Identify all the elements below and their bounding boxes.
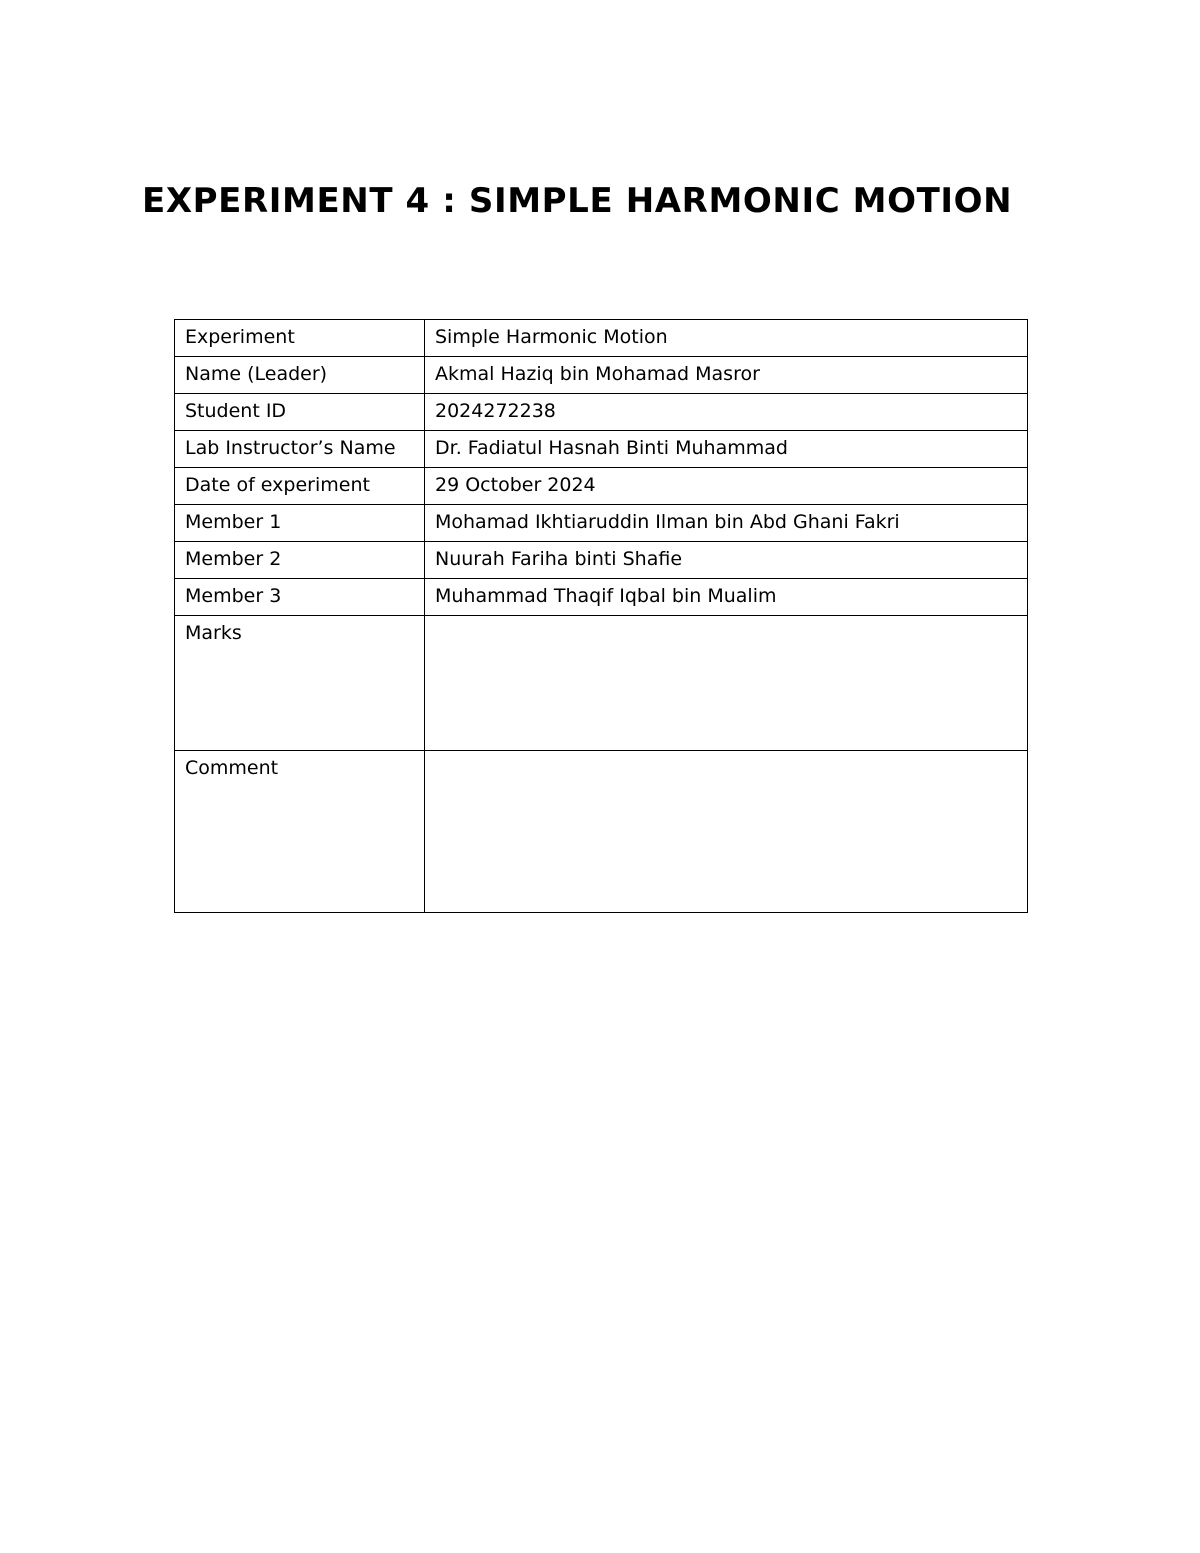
table-row-student-id bbox=[175, 394, 1028, 431]
member-2-label: Member 2 bbox=[175, 542, 425, 579]
student-id-value: 2024272238 bbox=[425, 394, 1028, 431]
experiment-value: Simple Harmonic Motion bbox=[425, 320, 1028, 357]
member-2-value: Nuurah Fariha binti Shafie bbox=[425, 542, 1028, 579]
lab-instructor-value: Dr. Fadiatul Hasnah Binti Muhammad bbox=[425, 431, 1028, 468]
member-3-value: Muhammad Thaqif Iqbal bin Mualim bbox=[425, 579, 1028, 616]
marks-label: Marks bbox=[175, 616, 425, 751]
table-row-experiment bbox=[175, 320, 1028, 357]
table-row-date bbox=[175, 468, 1028, 505]
date-value: 29 October 2024 bbox=[425, 468, 1028, 505]
leader-name-label: Name (Leader) bbox=[175, 357, 425, 394]
table-row-member-1 bbox=[175, 505, 1028, 542]
experiment-label: Experiment bbox=[175, 320, 425, 357]
student-id-label: Student ID bbox=[175, 394, 425, 431]
table-row-member-3 bbox=[175, 579, 1028, 616]
table-row-comment bbox=[175, 751, 1028, 913]
lab-instructor-label: Lab Instructor’s Name bbox=[175, 431, 425, 468]
member-3-label: Member 3 bbox=[175, 579, 425, 616]
date-label: Date of experiment bbox=[175, 468, 425, 505]
leader-name-value: Akmal Haziq bin Mohamad Masror bbox=[425, 357, 1028, 394]
table-row-marks bbox=[175, 616, 1028, 751]
member-1-value: Mohamad Ikhtiaruddin Ilman bin Abd Ghani Fakri bbox=[425, 505, 1028, 542]
table-row-member-2 bbox=[175, 542, 1028, 579]
member-1-label: Member 1 bbox=[175, 505, 425, 542]
table-row-leader-name bbox=[175, 357, 1028, 394]
table-row-lab-instructor bbox=[175, 431, 1028, 468]
page-title: EXPERIMENT 4 : SIMPLE HARMONIC MOTION bbox=[142, 181, 1013, 221]
experiment-info-table bbox=[174, 319, 1028, 913]
comment-value bbox=[425, 751, 1028, 913]
marks-value bbox=[425, 616, 1028, 751]
comment-label: Comment bbox=[175, 751, 425, 913]
